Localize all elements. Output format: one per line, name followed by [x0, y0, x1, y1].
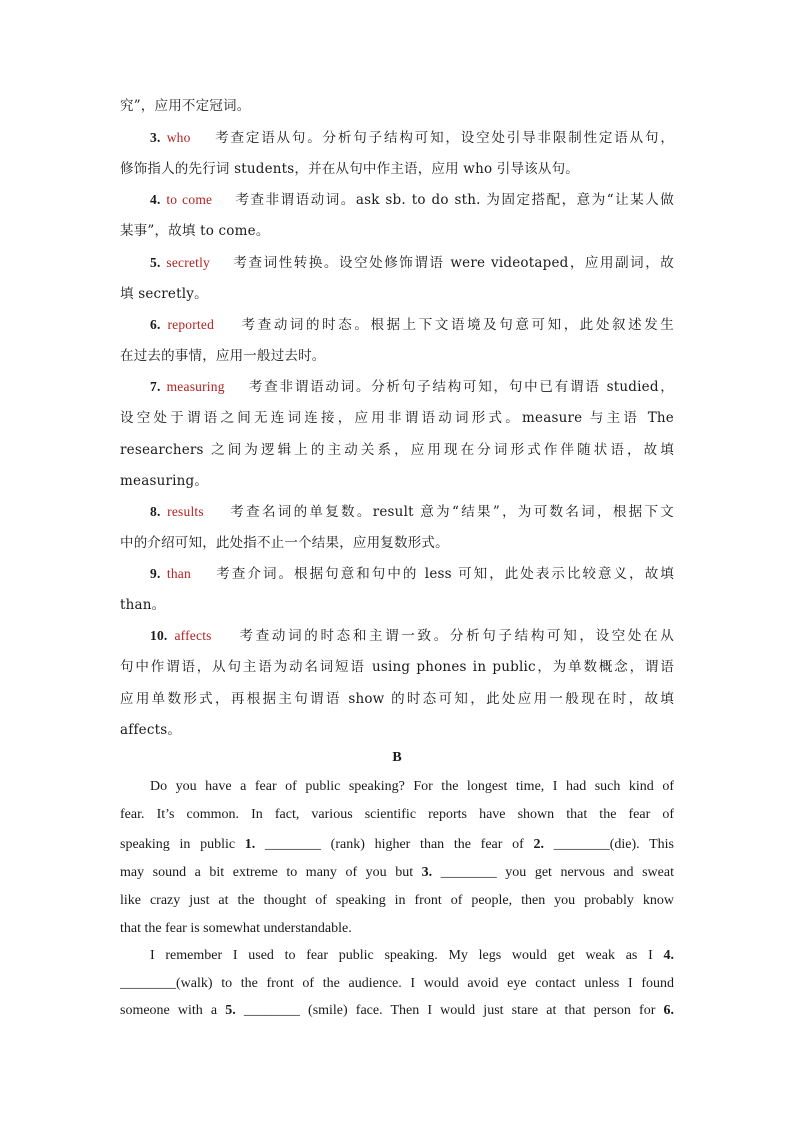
explanation-text: 考查词性转换。设空处修饰谓语 were videotaped，应用副词，故 — [233, 255, 674, 271]
passage-line — [120, 891, 674, 911]
section-heading: B — [392, 750, 402, 765]
passage-text: Do you have a fear of public speaking? For the longest time, I had such kind of — [150, 779, 674, 794]
item-number: 9. — [150, 566, 161, 581]
passage-text: that the fear is somewhat understandable. — [120, 921, 352, 936]
answer-item-7-line-2 — [120, 408, 674, 428]
answer-item-10-line-4 — [120, 720, 674, 740]
blank-number-3: 3. — [421, 865, 433, 880]
passage-line — [120, 863, 674, 883]
explanation-text: 中的介绍可知，此处指不止一个结果，应用复数形式。 — [120, 535, 449, 551]
passage-text: someone with a — [120, 1003, 226, 1018]
explanation-text: 考查定语从句。分析句子结构可知，设空处引导非限制性定语从句， — [215, 130, 674, 146]
item-number: 6. — [150, 317, 161, 332]
answer-item-4-line-2 — [120, 221, 674, 241]
explanation-text: researchers 之间为逻辑上的主动关系，应用现在分词形式作伴随状语，故填 — [120, 442, 674, 458]
answer-item-6-line-2 — [120, 346, 674, 366]
answer-item-8-line-2 — [120, 533, 674, 553]
explanation-text: 应用单数形式，再根据主句谓语 show 的时态可知，此处应用一般现在时，故填 — [120, 691, 674, 707]
explanation-text: 考查名词的单复数。result 意为“结果”，为可数名词，根据下文 — [230, 504, 674, 520]
passage-text: like crazy just at the thought of speaking in front of people, then you probably know — [120, 893, 674, 908]
answer-word: affects — [174, 628, 212, 643]
blank-number-6: 6. — [663, 1003, 674, 1018]
passage-line — [120, 919, 674, 939]
answer-item-7 — [150, 377, 674, 397]
explanation-text: 考查介词。根据句意和句中的 less 可知，此处表示比较意义，故填 — [216, 566, 674, 582]
item-number: 5. — [150, 255, 161, 270]
answer-item-5-line-2 — [120, 284, 674, 304]
explanation-text: 考查动词的时态。根据上下文语境及句意可知，此处叙述发生 — [241, 317, 674, 333]
passage-text: ________ you get nervous and sweat — [432, 865, 674, 880]
answer-item-7-line-4 — [120, 471, 674, 491]
explanation-text: than。 — [120, 597, 166, 613]
answer-word: secretly — [166, 255, 210, 270]
explanation-text: 在过去的事情，应用一般过去时。 — [120, 348, 326, 364]
answer-item-8 — [150, 502, 674, 522]
answer-item-5 — [150, 253, 674, 273]
continuation-text: 究”，应用不定冠词。 — [120, 98, 251, 114]
answer-item-3 — [150, 128, 674, 148]
answer-item-9-line-2 — [120, 595, 674, 615]
answer-item-6 — [150, 315, 674, 335]
item-number: 4. — [150, 192, 161, 207]
passage-text: may sound a bit extreme to many of you but — [120, 865, 422, 880]
explanation-text: 填 secretly。 — [120, 286, 208, 302]
passage-line — [120, 805, 674, 825]
explanation-text: 考查动词的时态和主谓一致。分析句子结构可知，设空处在从 — [239, 628, 674, 644]
answer-item-7-line-3 — [120, 440, 674, 460]
passage-line — [120, 974, 674, 994]
passage-text: ________(die). This — [544, 837, 674, 852]
passage-text: fear. It’s common. In fact, various scientific reports have shown that the fear of — [120, 807, 674, 822]
answer-word: results — [167, 504, 204, 519]
passage-line — [150, 946, 674, 966]
item-number: 10. — [150, 628, 168, 643]
passage-line — [120, 1001, 674, 1021]
blank-number-5: 5. — [225, 1003, 236, 1018]
explanation-text: affects。 — [120, 722, 182, 738]
passage-text: ________ (rank) higher than the fear of — [255, 837, 534, 852]
explanation-text: measuring。 — [120, 473, 209, 489]
explanation-text: 修饰指人的先行词 students，并在从句中作主语，应用 who 引导该从句。 — [120, 161, 579, 177]
explanation-text: 考查非谓语动词。ask sb. to do sth. 为固定搭配，意为“让某人做 — [235, 192, 674, 208]
answer-item-3-line-2 — [120, 159, 674, 179]
explanation-text: 设空处于谓语之间无连词连接，应用非谓语动词形式。measure 与主语 The — [120, 410, 674, 426]
explanation-text: 句中作谓语，从句主语为动名词短语 using phones in public，为单数概念，谓语 — [120, 659, 674, 675]
blank-number-2: 2. — [533, 837, 544, 852]
blank-number-4: 4. — [663, 948, 674, 963]
answer-item-10-line-3 — [120, 689, 674, 709]
answer-word: than — [166, 566, 191, 581]
passage-line — [120, 835, 674, 855]
answer-item-4 — [150, 190, 674, 210]
answer-item-10 — [150, 626, 674, 646]
passage-text: speaking in public — [120, 837, 245, 852]
passage-text: ________(walk) to the front of the audience. I would avoid eye contact unless I found — [120, 976, 674, 991]
explanation-text: 考查非谓语动词。分析句子结构可知，句中已有谓语 studied， — [248, 379, 674, 395]
passage-text: I remember I used to fear public speaking. My legs would get weak as I — [150, 948, 664, 963]
item-number: 7. — [150, 379, 161, 394]
answer-item-9 — [150, 564, 674, 584]
item-number: 3. — [150, 130, 161, 145]
passage-line — [150, 777, 674, 797]
blank-number-1: 1. — [244, 837, 256, 852]
passage-text: ________ (smile) face. Then I would just stare at that person for — [235, 1003, 664, 1018]
answer-word: measuring — [166, 379, 225, 394]
answer-continuation — [120, 96, 674, 116]
answer-word: to come — [166, 192, 213, 207]
item-number: 8. — [150, 504, 161, 519]
answer-word: who — [166, 130, 191, 145]
explanation-text: 某事”，故填 to come。 — [120, 223, 270, 239]
answer-item-10-line-2 — [120, 657, 674, 677]
answer-word: reported — [167, 317, 215, 332]
